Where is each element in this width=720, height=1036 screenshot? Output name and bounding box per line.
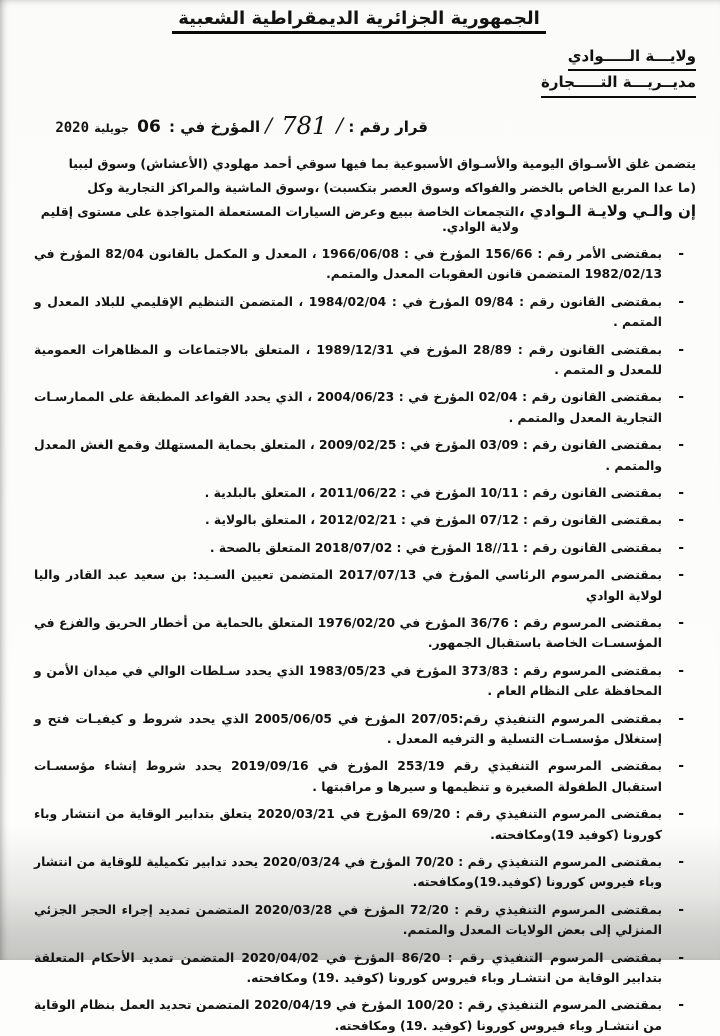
decree-year-stamp: 2020: [55, 119, 90, 136]
consideration-item: - بمقتضى المرسوم التنفيذي رقم : 69/20 المؤرخ في 2020/03/21 يتعلق بتدابير الوقاية من انتشار وباء كورونا (كوفيد 19)ومكافحته.: [34, 804, 690, 845]
subject-line-1: يتضمن غلق الأسـواق اليومية والأسـواق الأسبوعية بما فيها سوقي أحمد مهلودي (الأعشاش) وسوق ليبيا: [68, 155, 696, 171]
consideration-item: - بمقتضى المرسوم رقم : 373/83 المؤرخ في 1983/05/23 الذي يحدد سـلطات الوالي في ميدان الأمن و المحافظة على النظام العام .: [34, 661, 690, 702]
wilaya-name: ولايـــة الـــــوادي: [568, 45, 696, 71]
considerations-list: [22, 244, 696, 1036]
consideration-item: - بمقتضى المرسوم رقم : 36/76 المؤرخ في 1976/02/20 المتعلق بالحماية من أخطار الحريق والفزع في المؤسسـات الخاصة باستقبال الجمهور.: [34, 613, 690, 654]
subject-wali-row: [22, 202, 696, 234]
consideration-item: - بمقتضى المرسوم الرئاسي المؤرخ في 2017/07/13 المتضمن تعيين السـيد: بن سعيد عبد القادر واليا لولاية الوادي: [34, 565, 690, 606]
subject-paragraph: [22, 152, 696, 200]
consideration-item: - بمقتضى القانون رقم : 07/12 المؤرخ في : 2012/02/21 ، المتعلق بالولاية .: [34, 510, 690, 530]
consideration-item: - بمقتضى الأمر رقم : 156/66 المؤرخ في : 1966/06/08 ، المعدل و المكمل بالقانون 82/04 المؤرخ في 1982/02/13 المتضمن قانون العقوبات المعدل والمتمم.: [34, 244, 690, 285]
consideration-item: - بمقتضى القانون رقم : 09/84 المؤرخ في : 1984/02/04 ، المتضمن التنظيم الإقليمي للبلاد المعدل و المتمم .: [34, 292, 690, 333]
consideration-item: - بمقتضى القانون رقم : 10/11 المؤرخ في : 2011/06/22 ، المتعلق بالبلدية .: [34, 483, 690, 503]
consideration-item: - بمقتضى المرسوم التنفيذي رقم : 72/20 المؤرخ في 2020/03/28 المتضمن تمديد إجراء الحجر الجزئي المنزلي إلى بعض الولايات المعدل والمتمم.: [34, 900, 690, 941]
directorate-line: [26, 71, 696, 97]
authority-block: [22, 45, 696, 98]
consideration-item: - بمقتضى المرسوم التنفيذي رقم 253/19 المؤرخ في 2019/09/16 يحدد شروط إنشاء مؤسسـات استقبال الطفولة الصغيرة و تنظيمها و سيرها و مراقبتها .: [34, 756, 690, 797]
consideration-item: - بمقتضى القانون رقم : 11//18 المؤرخ في : 2018/07/02 المتعلق بالصحة .: [34, 538, 690, 558]
subject-line-3: التجمعات الخاصة ببيع وعرض السيارات المستعملة المتواجدة على مستوى إقليم ولاية الوادي.: [40, 203, 519, 234]
consideration-item: - بمقتضى القانون رقم : 02/04 المؤرخ في : 2004/06/23 ، الذي يحدد القواعد المطبقة على الممارسـات التجارية المعدل والمتمم .: [34, 387, 690, 428]
consideration-item: - بمقتضى القانون رقم : 28/89 المؤرخ في 1989/12/31 ، المتعلق بالاجتماعات و المظاهرات العمومية للمعدل و المتمم .: [34, 340, 690, 381]
consideration-item: - بمقتضى القانون رقم : 03/09 المؤرخ في : 2009/02/25 ، المتعلق بحماية المستهلك وقمع الغش المعدل والمتمم .: [34, 435, 690, 476]
decree-slash-open: /: [336, 112, 344, 137]
consideration-item: - بمقتضى المرسوم التنفيذي رقم : 100/20 المؤرخ في 2020/04/19 المتضمن تحديد العمل بنظام الوقاية من انتشـار وباء فيروس كورونا (كوفيد .19) ومكافحته.: [34, 995, 690, 1036]
consideration-item: - بمقتضى المرسوم التنفيذي رقم:207/05 المؤرخ في 2005/06/05 الذي يحدد شروط و كيفيـات فتح و إستغلال مؤسسـات التسلية و الترفيه المعدل .: [34, 709, 690, 750]
decree-dated-label: المؤرخ في :: [169, 117, 261, 136]
decree-day-stamp: 06: [137, 116, 161, 137]
republic-title: [22, 8, 696, 29]
decree-slash-close: /: [265, 112, 273, 137]
republic-title-text: الجمهورية الجزائرية الديمقراطية الشعبية: [172, 8, 546, 34]
directorate-name: مديــريـــة التـــــجارة: [541, 71, 696, 97]
subject-line-2: (ما عدا المربع الخاص بالخضر والفواكه وسوق العصر بتكسبت) ،وسوق الماشية والمراكز التجارية وكل: [87, 179, 696, 195]
decree-number-handwritten: 781: [281, 111, 328, 140]
consideration-item: - بمقتضى المرسوم التنفيذي رقم : 86/20 المؤرخ في 2020/04/02 المتضمن تمديد الأحكام المتعلقة بتدابير الوقاية من انتشـار وباء فيروس كورونا (كوفيد .19) ومكافحته.: [34, 948, 690, 989]
consideration-item: - بمقتضى المرسوم التنفيذي رقم : 70/20 المؤرخ في 2020/03/24 يحدد تدابير تكميلية للوقاية من انتشار وباء فيروس كورونا (كوفيد.19)ومكافحته.: [34, 852, 690, 893]
wilaya-line: [26, 45, 696, 71]
decree-number-line: [22, 112, 428, 140]
decree-month: جويلية: [94, 121, 129, 135]
wali-heading: إن والـي ولايـة الـوادي ،: [518, 201, 696, 220]
decree-number-label: قرار رقم :: [348, 117, 428, 136]
